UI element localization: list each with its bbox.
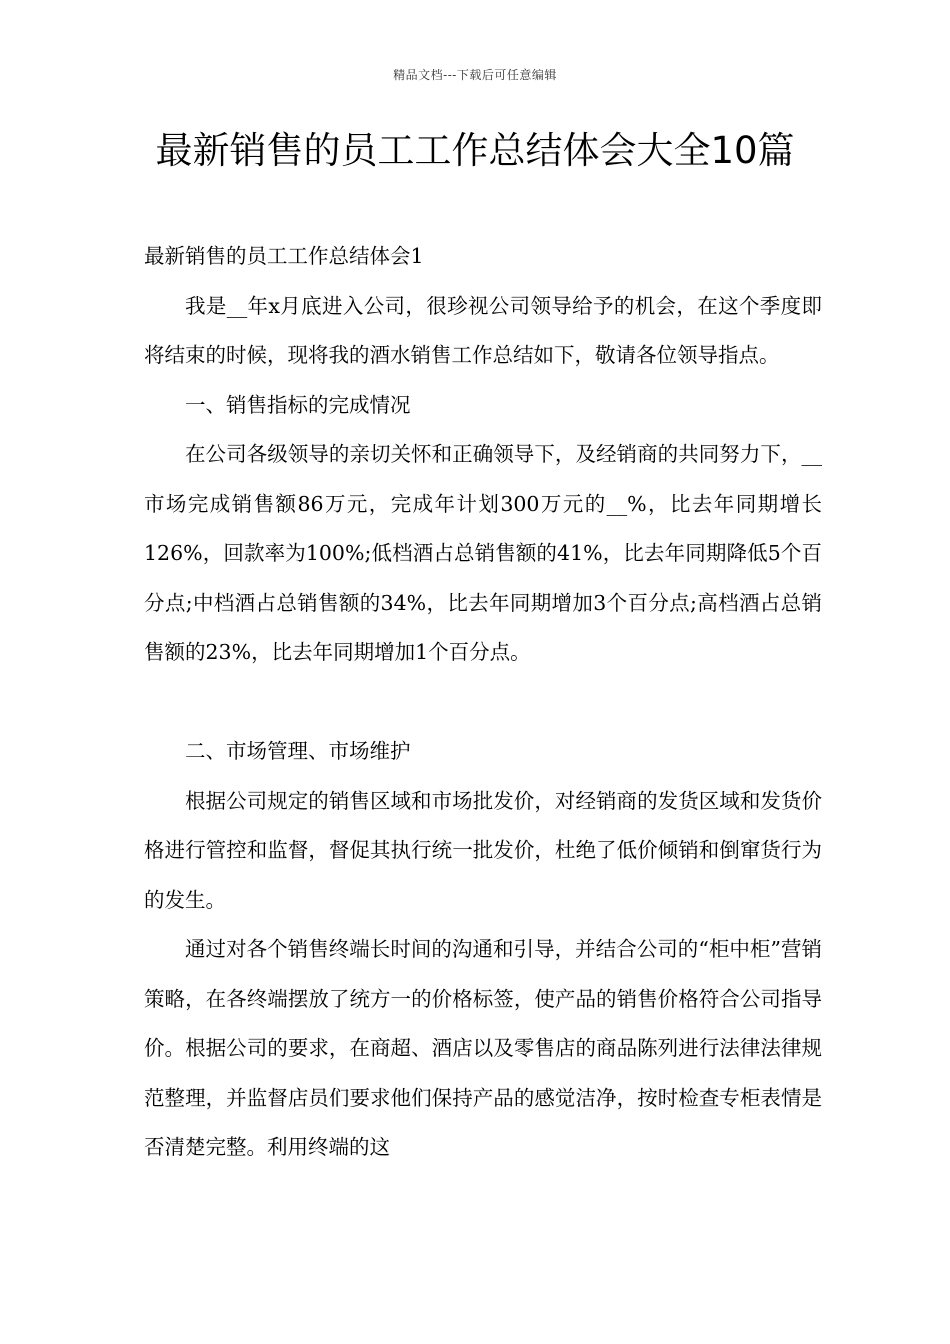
paragraph: 根据公司规定的销售区域和市场批发价，对经销商的发货区域和发货价格进行管控和监督，督促其执行统一批发价，杜绝了低价倾销和倒窜货行为的发生。 (144, 788, 822, 912)
document-title: 最新销售的员工工作总结体会大全10篇 (155, 129, 795, 172)
page-header: 精品文档---下载后可任意编辑 (393, 68, 557, 82)
paragraph: 通过对各个销售终端长时间的沟通和引导，并结合公司的“柜中柜”营销策略，在各终端摆放了统方一的价格标签，使产品的销售价格符合公司指导价。根据公司的要求，在商超、酒店以及零售店的商品陈列进行法律法律规范整理，并监督店员们要求他们保持产品的感觉洁净，按时检查专柜表情是否清楚完整。利用终端的这 (144, 937, 822, 1159)
blank-line (144, 678, 822, 728)
paragraph: 在公司各级领导的亲切关怀和正确领导下，及经销商的共同努力下，__市场完成销售额86万元，完成年计划300万元的__%，比去年同期增长126%，回款率为100%;低档酒占总销售额的41%，比去年同期降低5个百分点;中档酒占总销售额的34%，比去年同期增加3个百分点;高档酒占总销售额的23%，比去年同期增加1个百分点。 (144, 442, 822, 664)
section-heading: 一、销售指标的完成情况 (185, 392, 411, 417)
paragraph: 我是__年x月底进入公司，很珍视公司领导给予的机会，在这个季度即将结束的时候，现将我的酒水销售工作总结如下，敬请各位领导指点。 (144, 293, 822, 367)
section-subtitle: 最新销售的员工工作总结体会1 (144, 244, 424, 268)
document-body (144, 232, 822, 1173)
section-heading: 二、市场管理、市场维护 (185, 739, 411, 763)
